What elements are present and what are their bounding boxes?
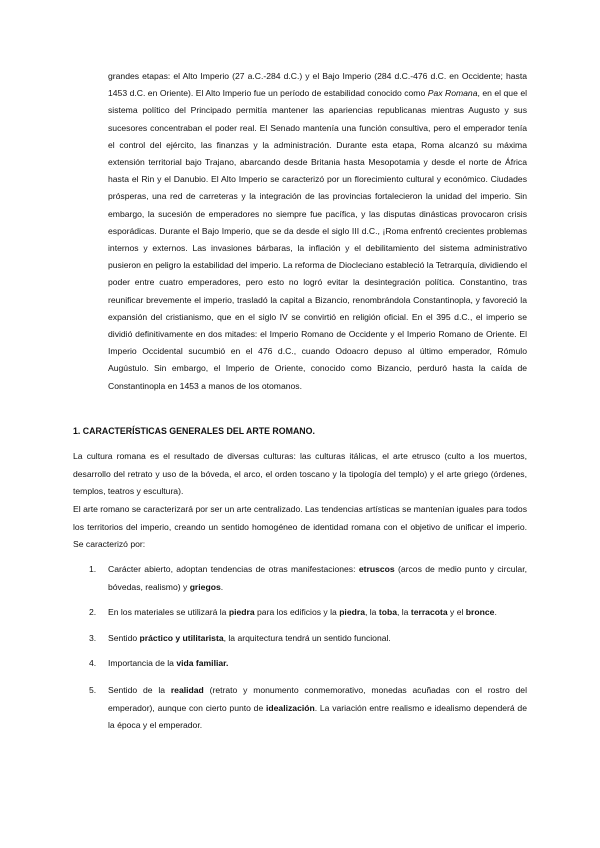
list-item-text: En los materiales se utilizará la [108,607,229,618]
list-item-text: y el [447,607,466,618]
list-item [73,561,527,596]
list-item-text: (retrato y monumento conmemorativo, monedas acuñadas con el rostro del emperador), aunque con cierto punto de [108,684,527,713]
section-heading: 1. CARACTERÍSTICAS GENERALES DEL ARTE ROMANO. [73,426,315,436]
bold-term: griegos [189,581,221,592]
list-item [73,604,527,622]
list-item [73,655,527,673]
bold-term: idealización [266,702,315,713]
pax-romana-term: Pax Romana [427,88,478,99]
bold-term: piedra [339,607,365,618]
list-item-number: 1. [89,564,97,574]
bold-term: piedra [228,607,255,618]
intro-text-part-1: grandes etapas: el Alto Imperio (27 a.C.-284 d.C.) y el Bajo Imperio (284 d.C.-476 d.C. en Occidente; hasta 1453 d.C. en Oriente). El Alto Imperio fue un período de estabilidad conocido como [108,71,527,99]
bold-term: realidad [170,684,204,695]
list-item-text: para los edificios y la [254,607,340,618]
intro-paragraph [108,68,527,395]
bold-term: toba [378,607,397,618]
bold-term: bronce [465,607,495,618]
list-item-number: 4. [89,658,97,669]
list-item-number: 2. [89,607,97,618]
list-item-text: Carácter abierto, adoptan tendencias de otras manifestaciones: [108,564,359,574]
list-item-text: Sentido de la [108,684,171,695]
paragraph-cultural-origins: La cultura romana es el resultado de diversas culturas: las culturas itálicas, el arte etrusco (culto a los muertos, desarrollo del retrato y uso de la bóveda, el arco, el orden toscano y la tipología del templo) y el arte griego (órdenes, templos, teatros y escultura). [73,451,527,497]
paragraph-centralized-art: El arte romano se caracterizará por ser un arte centralizado. Las tendencias artísticas se mantenían iguales para todos los territorios del imperio, creando un sentido homogéneo de identidad romana con el objetivo de unificar el imperio. Se caracterizó por: [73,504,527,550]
intro-text-part-2: , en el que el sistema político del Principado permitía mantener las apariencias republicanas mientras Augusto y sus sucesores concentraban el poder real. El Senado mantenía una función consultiva, pero el emperador tenía el control del ejército, las finanzas y la administración. Durante esta etapa, Roma alcanzó su máxima extensión territorial bajo Trajano, abarcando desde Britania hasta Mesopotamia y desde el norte de África hasta el Rin y el Danubio. El Alto Imperio se caracterizó por un florecimiento cultural y económico. Ciudades prósperas, una red de carreteras y la integración de las provincias fortalecieron la unidad del imperio. Sin embargo, la sucesión de emperadores no siempre fue pacífica, y las disputas dinásticas provocaron crisis esporádicas. Durante el Bajo Imperio, que se da desde el siglo III d.C., ¡Roma enfrentó crecientes problemas internos y externos. Las invasiones bárbaras, la inflación y el debilitamiento del sistema administrativo pusieron en peligro la estabilidad del imperio. La reforma de Diocleciano estableció la Tetrarquía, dividiendo el poder entre cuatro emperadores, pero esto no logró evitar la desintegración política. Constantino, tras reunificar brevemente el imperio, trasladó la capital a Bizancio, renombrándola Constantinopla, y favoreció la expansión del cristianismo, que en el siglo IV se convirtió en religión oficial. En el 395 d.C., el imperio se dividió definitivamente en dos mitades: el Imperio Romano de Occidente y el Imperio Romano de Oriente. El Imperio Occidental sucumbió en el 476 d.C., cuando Odoacro depuso al último emperador, Rómulo Augústulo. Sin embargo, el Imperio de Oriente, conocido como Bizancio, perduró hasta la caída de Constantinopla en 1453 a manos de los otomanos. [108,88,528,391]
list-item-text: Sentido [108,632,140,643]
bold-term: terracota [410,607,448,618]
bold-term: práctico y utilitarista [139,632,224,643]
list-item [73,682,527,735]
list-item-number: 3. [89,632,97,643]
list-item-text: (arcos de medio punto y circular, bóvedas, realismo) y [108,564,527,592]
characteristics-list [73,561,527,735]
list-item [73,630,527,648]
list-item-text: . [494,607,497,618]
list-item-text: . La variación entre realismo e idealismo dependerá de la época y el emperador. [108,702,527,731]
bold-term: vida familiar. [176,658,229,669]
list-item-number: 5. [89,684,97,695]
list-item-text: . [220,581,224,592]
list-item-text: , la arquitectura tendrá un sentido funcional. [223,632,391,643]
bold-term: etruscos [358,564,395,574]
list-item-text: Importancia de la [108,658,177,669]
list-item-text: , la [396,607,411,618]
list-item-text: , la [364,607,379,618]
